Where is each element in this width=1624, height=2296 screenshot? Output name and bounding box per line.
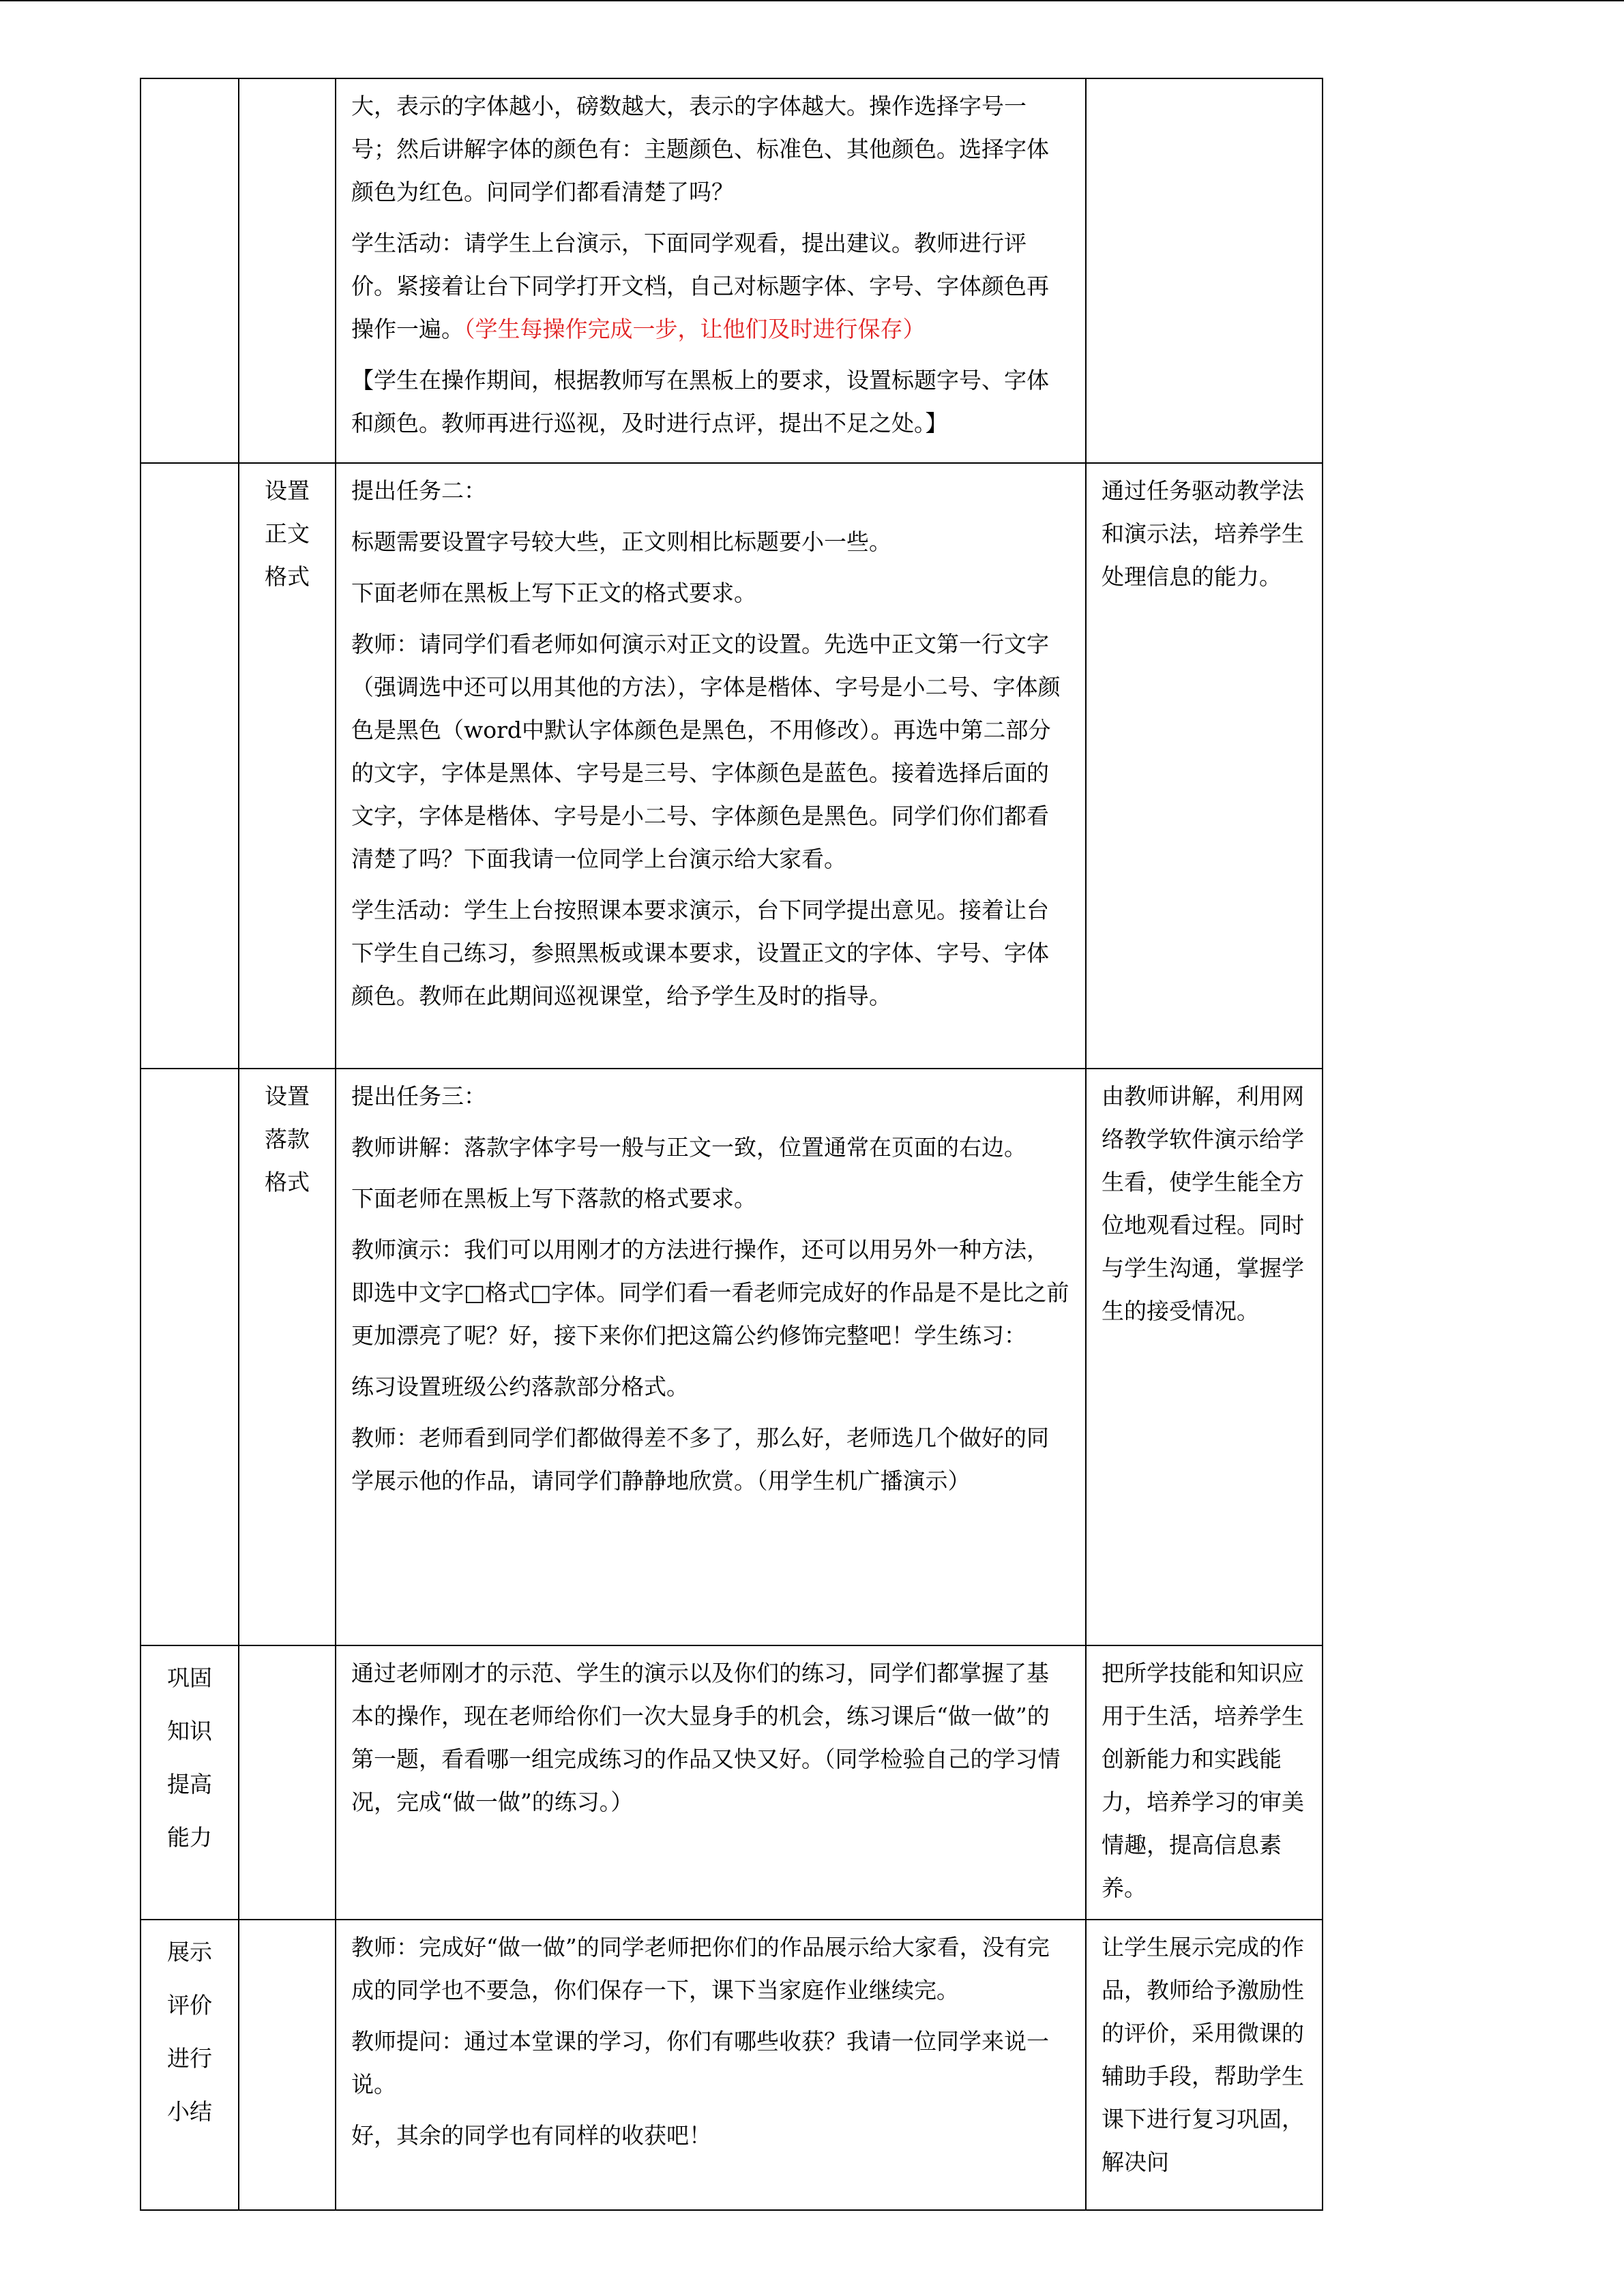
lesson-plan-table [140, 78, 1323, 2211]
paragraph: 教师讲解：落款字体字号一般与正文一致，位置通常在页面的右边。 [351, 1134, 1027, 1161]
table-row [141, 78, 1323, 463]
table-row [141, 1920, 1323, 2210]
substage-label: 设置 [265, 1083, 310, 1109]
substage-label: 格式 [265, 1169, 310, 1195]
table-row [141, 1069, 1323, 1645]
stage-cell [141, 1645, 239, 1920]
intent-cell [1086, 78, 1323, 463]
substage-cell [239, 78, 336, 463]
stage-cell [141, 78, 239, 463]
paragraph: 教师：老师看到同学们都做得差不多了，那么好，老师选几个做好的同学展示他的作品，请同学们静静地欣赏。（用学生机广播演示） [351, 1425, 1049, 1494]
stage-cell [141, 1069, 239, 1645]
stage-cell [141, 463, 239, 1069]
process-cell [336, 78, 1086, 463]
process-cell [336, 1920, 1086, 2210]
stage-label: 小结 [167, 2098, 212, 2125]
paragraph: 大，表示的字体越小，磅数越大，表示的字体越大。操作选择字号一号；然后讲解字体的颜色有：主题颜色、标准色、其他颜色。选择字体颜色为红色。问同学们都看清楚了吗？ [351, 93, 1049, 205]
stage-label: 评价 [167, 1992, 212, 2018]
paragraph: 学生活动：请学生上台演示，下面同学观看，提出建议。教师进行评价。紧接着让台下同学打开文档，自己对标题字体、字号、字体颜色再操作一遍。（学生每操作完成一步，让他们及时进行保存） [351, 230, 1049, 342]
substage-cell [239, 1920, 336, 2210]
intent-cell: 让学生展示完成的作品，教师给予激励性的评价，采用微课的辅助手段，帮助学生课下进行复习巩固，解决问 [1086, 1920, 1323, 2210]
paragraph: 好，其余的同学也有同样的收获吧！ [351, 2122, 711, 2149]
paragraph: 练习设置班级公约落款部分格式。 [351, 1373, 689, 1400]
paragraph: 提出任务三： [351, 1083, 486, 1109]
process-cell [336, 1069, 1086, 1645]
red-note: （学生每操作完成一步，让他们及时进行保存） [464, 316, 926, 342]
paragraph: 教师：完成好“做一做”的同学老师把你们的作品展示给大家看，没有完成的同学也不要急，你们保存一下，课下当家庭作业继续完。 [351, 1934, 1050, 2003]
table-row [141, 463, 1323, 1069]
substage-cell [239, 463, 336, 1069]
intent-cell: 由教师讲解，利用网络教学软件演示给学生看，使学生能全方位地观看过程。同时与学生沟通，掌握学生的接受情况。 [1086, 1069, 1323, 1645]
substage-cell [239, 1069, 336, 1645]
paragraph: 【学生在操作期间，根据教师写在黑板上的要求，设置标题字号、字体和颜色。教师再进行巡视，及时进行点评，提出不足之处。】 [351, 367, 1049, 436]
paragraph: 下面老师在黑板上写下正文的格式要求。 [351, 580, 756, 606]
substage-label: 落款 [265, 1126, 310, 1152]
paragraph: 教师提问：通过本堂课的学习，你们有哪些收获？我请一位同学来说一说。 [351, 2028, 1049, 2098]
paragraph: 标题需要设置字号较大些，正文则相比标题要小一些。 [351, 528, 891, 555]
stage-label: 展示 [167, 1939, 212, 1965]
process-cell [336, 463, 1086, 1069]
table-row [141, 1645, 1323, 1920]
paragraph: 提出任务二： [351, 477, 486, 504]
paragraph: 下面老师在黑板上写下落款的格式要求。 [351, 1185, 756, 1212]
stage-label: 能力 [167, 1824, 212, 1851]
stage-cell [141, 1920, 239, 2210]
stage-label: 提高 [167, 1771, 212, 1798]
stage-label: 进行 [167, 2045, 212, 2072]
paragraph: 学生活动：学生上台按照课本要求演示，台下同学提出意见。接着让台下学生自己练习，参照黑板或课本要求，设置正文的字体、字号、字体颜色。教师在此期间巡视课堂，给予学生及时的指导。 [351, 897, 1049, 1009]
substage-label: 正文 [265, 520, 310, 547]
intent-cell: 通过任务驱动教学法和演示法，培养学生处理信息的能力。 [1086, 463, 1323, 1069]
substage-label: 格式 [265, 563, 310, 590]
paragraph: 教师演示：我们可以用刚才的方法进行操作，还可以用另外一种方法，即选中文字□格式□字体。同学们看一看老师完成好的作品是不是比之前更加漂亮了呢？好，接下来你们把这篇公约修饰完整吧！学生练习： [351, 1236, 1069, 1349]
paragraph: 教师：请同学们看老师如何演示对正文的设置。先选中正文第一行文字（强调选中还可以用其他的方法），字体是楷体、字号是小二号、字体颜色是黑色（word中默认字体颜色是黑色，不用修改）。再选中第二部分的文字，字体是黑体、字号是三号、字体颜色是蓝色。接着选择后面的文字，字体是楷体、字号是小二号、字体颜色是黑色。同学们你们都看清楚了吗？下面我请一位同学上台演示给大家看。 [351, 631, 1061, 872]
stage-label: 知识 [167, 1718, 212, 1744]
intent-cell: 把所学技能和知识应用于生活，培养学生创新能力和实践能力，培养学习的审美情趣，提高信息素养。 [1086, 1645, 1323, 1920]
stage-label: 巩固 [167, 1665, 212, 1691]
substage-cell [239, 1645, 336, 1920]
process-cell [336, 1645, 1086, 1920]
substage-label: 设置 [265, 477, 310, 504]
top-rule [0, 0, 1624, 1]
paragraph: 通过老师刚才的示范、学生的演示以及你们的练习，同学们都掌握了基本的操作，现在老师给你们一次大显身手的机会，练习课后“做一做”的第一题，看看哪一组完成练习的作品又快又好。（同学检验自己的学习情况，完成“做一做”的练习。） [351, 1660, 1061, 1815]
